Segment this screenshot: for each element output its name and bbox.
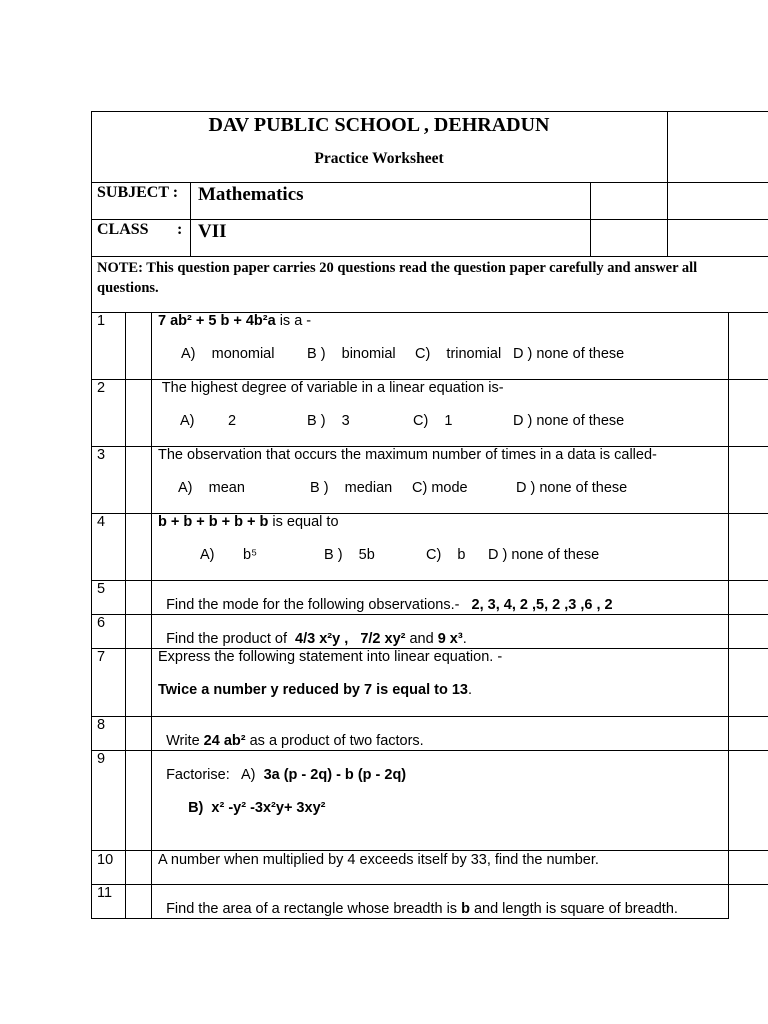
- option-b: B ) 3: [307, 413, 350, 429]
- instructions-note: NOTE: This question paper carries 20 questions read the question paper carefully and answer all questions.: [97, 260, 698, 296]
- question-number: 10: [97, 852, 114, 868]
- option-a-value: b⁵: [243, 547, 258, 563]
- school-name: DAV PUBLIC SCHOOL , DEHRADUN: [208, 114, 550, 136]
- class-value: VII: [198, 221, 227, 242]
- question-stem: A number when multiplied by 4 exceeds itself by 33, find the number.: [158, 852, 599, 868]
- option-b: B ) binomial: [307, 346, 396, 362]
- option-a-value: 2: [228, 413, 237, 429]
- option-d: D ) none of these: [513, 346, 625, 362]
- option-d: D ) none of these: [516, 480, 628, 496]
- option-a: A) mean: [178, 480, 245, 496]
- expression: b + b + b + b + b: [158, 514, 269, 530]
- question-stem: Express the following statement into linear equation. -: [158, 649, 503, 665]
- question-statement: Twice a number y reduced by 7 is equal to 13.: [158, 682, 473, 698]
- question-number: 4: [97, 514, 106, 530]
- question-number: 7: [97, 649, 106, 665]
- class-colon: :: [177, 221, 183, 238]
- question-number: 1: [97, 313, 106, 329]
- subject-value: Mathematics: [198, 184, 304, 205]
- question-number: 2: [97, 380, 106, 396]
- option-a: A) monomial: [181, 346, 275, 362]
- question-stem: The observation that occurs the maximum number of times in a data is called-: [158, 447, 657, 463]
- question-number: 3: [97, 447, 106, 463]
- question-number: 9: [97, 751, 106, 767]
- observations: 2, 3, 4, 2 ,5, 2 ,3 ,6 , 2: [471, 597, 613, 613]
- question-part-b: B) x² -y² -3x²y+ 3xy²: [188, 800, 326, 816]
- question-number: 6: [97, 615, 106, 631]
- option-d: D ) none of these: [488, 547, 600, 563]
- class-label: CLASS: [97, 221, 149, 238]
- question-stem: The highest degree of variable in a linear equation is-: [158, 380, 504, 396]
- option-a: A): [200, 547, 215, 563]
- question-stem: Find the mode for the following observations.- 2, 3, 4, 2 ,5, 2 ,3 ,6 , 2: [166, 597, 613, 613]
- question-stem: Find the product of 4/3 x²y , 7/2 xy² and 9 x³.: [166, 631, 467, 647]
- question-stem: Write 24 ab² as a product of two factors.: [166, 733, 424, 749]
- question-stem: Factorise: A) 3a (p - 2q) - b (p - 2q): [166, 767, 407, 783]
- option-c: C) 1: [413, 413, 453, 429]
- option-d: D ) none of these: [513, 413, 625, 429]
- worksheet-title: Practice Worksheet: [314, 150, 444, 167]
- option-c: C) trinomial: [415, 346, 502, 362]
- option-a: A): [180, 413, 195, 429]
- option-b: B ) 5b: [324, 547, 375, 563]
- question-stem: b + b + b + b + b is equal to: [158, 514, 339, 530]
- question-number: 11: [97, 885, 113, 901]
- option-b: B ) median: [310, 480, 393, 496]
- question-number: 5: [97, 581, 106, 597]
- option-c: C) b: [426, 547, 466, 563]
- expression: 7 ab² + 5 b + 4b²a: [158, 313, 276, 329]
- option-c: C) mode: [412, 480, 468, 496]
- question-stem: Find the area of a rectangle whose breadth is b and length is square of breadth.: [166, 901, 678, 917]
- subject-label: SUBJECT :: [97, 184, 179, 201]
- question-number: 8: [97, 717, 106, 733]
- question-stem: 7 ab² + 5 b + 4b²a is a -: [158, 313, 312, 329]
